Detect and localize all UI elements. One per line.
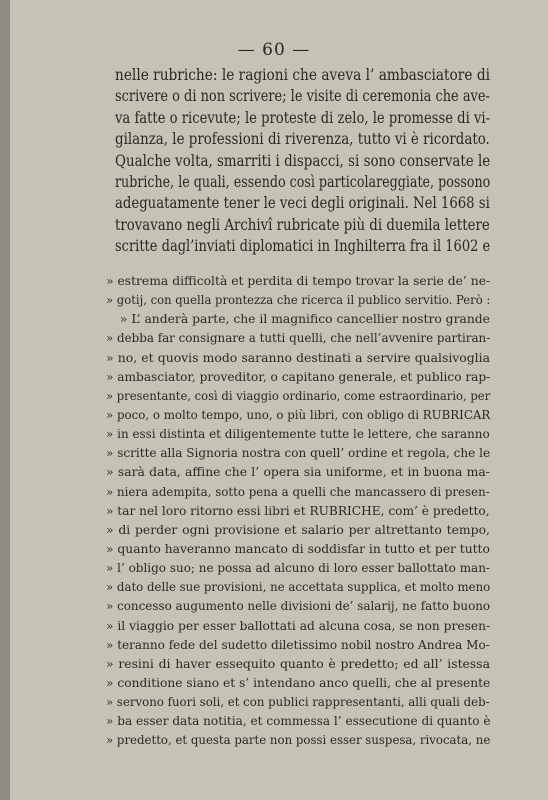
quote-line: » presentante, così di viaggio ordinario, come estraordinario, per — [106, 387, 491, 403]
quote-line: » teranno fede del sudetto diletissimo nobil nostro Andrea Mo- — [106, 636, 490, 652]
quote-line: » il viaggio per esser ballottati ad alcuna cosa, se non presen- — [106, 617, 491, 633]
page-gutter-shadow — [0, 0, 10, 800]
quote-line: » ba esser data notitia, et commessa l’ essecutione di quanto è — [106, 713, 491, 729]
body-line: nelle rubriche: le ragioni che aveva l’ ambasciatore di — [115, 66, 490, 84]
body-line: va fatte o ricevute; le proteste di zelo, le promesse di vi- — [115, 108, 491, 127]
quote-line: » conditione siano et s’ intendano anco quelli, che al presente — [106, 674, 491, 690]
quote-line: » scritte alla Signoria nostra con quell’ ordine et regola, che le — [106, 445, 491, 461]
quote-line: » sarà data, affine che l’ opera sia uniforme, et in buona ma- — [106, 464, 490, 480]
body-line: rubriche, le quali, essendo così particolareggiate, possono — [115, 172, 491, 191]
quote-line: » concesso augumento nelle divisioni de’ salarij, ne fatto buono — [106, 598, 491, 614]
quote-line: » niera adempita, sotto pena a quelli che mancassero di presen- — [106, 483, 490, 499]
body-line: gilanza, le professioni di riverenza, tutto vi è ricordato. — [115, 130, 490, 149]
body-line: adeguatamente tener le veci degli originali. Nel 1668 si — [115, 194, 490, 213]
quote-line: » in essi distinta et diligentemente tutte le lettere, che saranno — [106, 426, 490, 442]
body-line: Qualche volta, smarriti i dispacci, si sono conservate le — [115, 151, 491, 170]
quote-line: » poco, o molto tempo, uno, o più libri, con obligo di RUBRICAR — [106, 406, 491, 422]
quote-line: » debba far consignare a tutti quelli, che nell’avvenire partiran- — [106, 330, 491, 346]
body-text — [115, 65, 490, 258]
quote-line: » quanto haveranno mancato di soddisfar in tutto et per tutto — [106, 540, 490, 556]
quote-line: » di perder ogni provisione et salario per altrettanto tempo, — [106, 521, 490, 537]
quote-line: » estrema difficoltà et perdita di tempo trovar la serie de’ ne- — [106, 273, 491, 288]
quote-line: » dato delle sue provisioni, ne accettata supplica, et molto meno — [106, 579, 491, 595]
quote-line: » tar nel loro ritorno essi libri et RUBRICHE, com’ è predetto, — [106, 502, 490, 518]
quote-line: » resini di haver essequito quanto è predetto; ed all’ istessa — [106, 655, 490, 671]
quote-line: » predetto, et questa parte non possi esser suspesa, rivocata, ne — [106, 732, 491, 748]
body-line: scritte dagl’inviati diplomatici in Inghilterra fra il 1602 e — [115, 237, 491, 256]
quote-line: » no, et quovis modo saranno destinati a servire qualsivoglia — [106, 349, 490, 365]
quote-line: » L’ anderà parte, che il magnifico cancellier nostro grande — [119, 311, 490, 327]
quoted-decree — [106, 271, 490, 750]
quote-line: » l’ obligo suo; ne possa ad alcuno di loro esser ballottato man- — [106, 560, 490, 576]
quote-line: » servono fuori soli, et con publici rappresentanti, alli quali deb- — [106, 694, 490, 710]
quote-line: » ambasciator, proveditor, o capitano generale, et publico rap- — [106, 368, 491, 384]
quote-line: » gotij, con quella prontezza che ricerca il publico servitio. Però : — [106, 292, 491, 308]
body-line: scrivere o di non scrivere; le visite di ceremonia che ave- — [115, 87, 490, 106]
body-line: trovavano negli Archivî rubricate più di duemila lettere — [115, 215, 490, 234]
page-number: — 60 — — [237, 40, 311, 60]
